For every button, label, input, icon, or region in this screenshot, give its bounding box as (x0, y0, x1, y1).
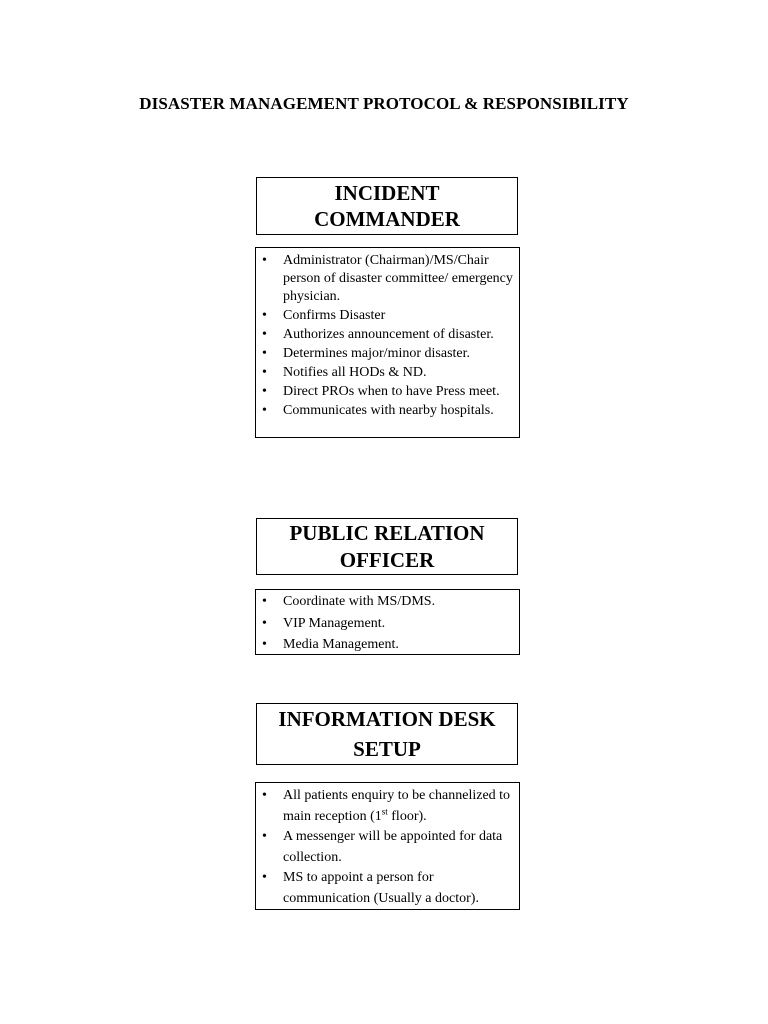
list-item: • Authorizes announcement of disaster. (256, 326, 519, 344)
duty-list (256, 592, 519, 655)
incident-commander-duties (255, 247, 520, 438)
list-item: • VIP Management. (256, 614, 519, 634)
list-item: • Determines major/minor disaster. (256, 345, 519, 363)
list-item: • Communicates with nearby hospitals. (256, 402, 519, 420)
list-item-text: floor). (387, 808, 427, 824)
list-item (256, 786, 519, 827)
list-item: • Notifies all HODs & ND. (256, 364, 519, 382)
duty-list (256, 786, 519, 909)
list-item: • Administrator (Chairman)/MS/Chair person of disaster committee/ emergency physician. (256, 252, 519, 306)
duty-list (256, 252, 519, 420)
information-desk-setup-heading (256, 703, 518, 765)
heading-line: SETUP (353, 737, 421, 761)
list-item: • Coordinate with MS/DMS. (256, 592, 519, 612)
heading-line: OFFICER (339, 547, 435, 572)
list-item: • Confirms Disaster (256, 307, 519, 325)
incident-commander-heading (256, 177, 518, 235)
information-desk-setup-duties (255, 782, 520, 910)
superscript-ordinal: st (381, 805, 388, 816)
heading-line: PUBLIC RELATION (289, 520, 485, 545)
page-title: DISASTER MANAGEMENT PROTOCOL & RESPONSIBILITY (139, 94, 629, 113)
list-item-text: All patients enquiry to be channelized to main reception (1 (283, 788, 511, 824)
public-relation-officer-duties (255, 589, 520, 655)
list-item: • Media Management. (256, 635, 519, 655)
public-relation-officer-heading (256, 518, 518, 575)
list-item: • MS to appoint a person for communication (Usually a doctor). (256, 868, 519, 909)
heading-line: COMMANDER (314, 207, 460, 231)
heading-line: INCIDENT (334, 181, 440, 205)
list-item: • Direct PROs when to have Press meet. (256, 383, 519, 401)
list-item: • A messenger will be appointed for data collection. (256, 827, 519, 868)
heading-line: INFORMATION DESK (278, 707, 496, 731)
